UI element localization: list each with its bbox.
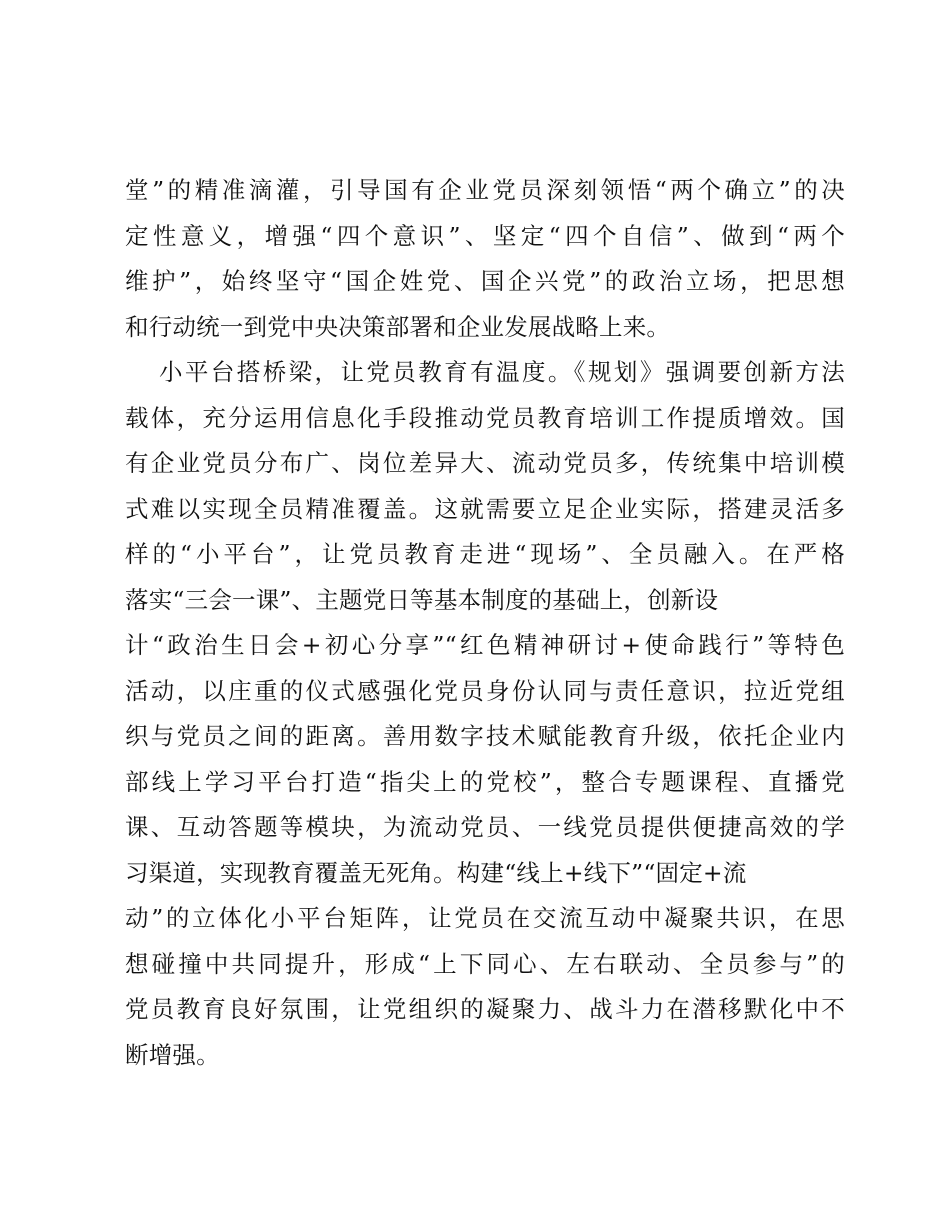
text-line: 维护”，始终坚守“国企姓党、国企兴党”的政治立场，把思想 [125, 267, 845, 295]
text-line: 定性意义，增强“四个意识”、坚定“四个自信”、做到“两个 [125, 221, 845, 250]
text-line: 载体，充分运用信息化手段推动党员教育培训工作提质增效。国 [125, 403, 845, 432]
text-line: 和行动统一到党中央决策部署和企业发展战略上来。 [125, 312, 671, 341]
text-line: 织与党员之间的距离。善用数字技术赋能教育升级，依托企业内 [125, 722, 845, 750]
text-line: 断增强。 [125, 1040, 220, 1069]
text-line: 课、互动答题等模块，为流动党员、一线党员提供便捷高效的学 [125, 813, 845, 841]
text-line: 小平台搭桥梁，让党员教育有温度。《规划》强调要创新方法 [159, 358, 845, 386]
text-line: 落实“三会一课”、主题党日等基本制度的基础上，创新设 [125, 585, 719, 614]
text-line: 动”的立体化小平台矩阵，让党员在交流互动中凝聚共识，在思 [125, 904, 845, 932]
text-line: 活动，以庄重的仪式感强化党员身份认同与责任意识，拉近党组 [125, 676, 845, 705]
text-line: 计“政治生日会+初心分享”“红色精神研讨+使命践行”等特色 [125, 631, 845, 659]
text-line: 想碰撞中共同提升，形成“上下同心、左右联动、全员参与”的 [125, 949, 845, 978]
text-line: 式难以实现全员精准覆盖。这就需要立足企业实际，搭建灵活多 [125, 494, 845, 523]
text-line: 党员教育良好氛围，让党组织的凝聚力、战斗力在潜移默化中不 [125, 995, 845, 1023]
text-line: 习渠道，实现教育覆盖无死角。构建“线上+线下”“固定+流 [125, 858, 747, 887]
text-line: 部线上学习平台打造“指尖上的党校”，整合专题课程、直播党 [125, 767, 845, 796]
text-line: 样的“小平台”，让党员教育走进“现场”、全员融入。在严格 [125, 540, 845, 568]
text-line: 有企业党员分布广、岗位差异大、流动党员多，传统集中培训模 [125, 449, 845, 477]
text-line: 堂”的精准滴灌，引导国有企业党员深刻领悟“两个确立”的决 [125, 176, 845, 204]
body-text [125, 172, 845, 1082]
